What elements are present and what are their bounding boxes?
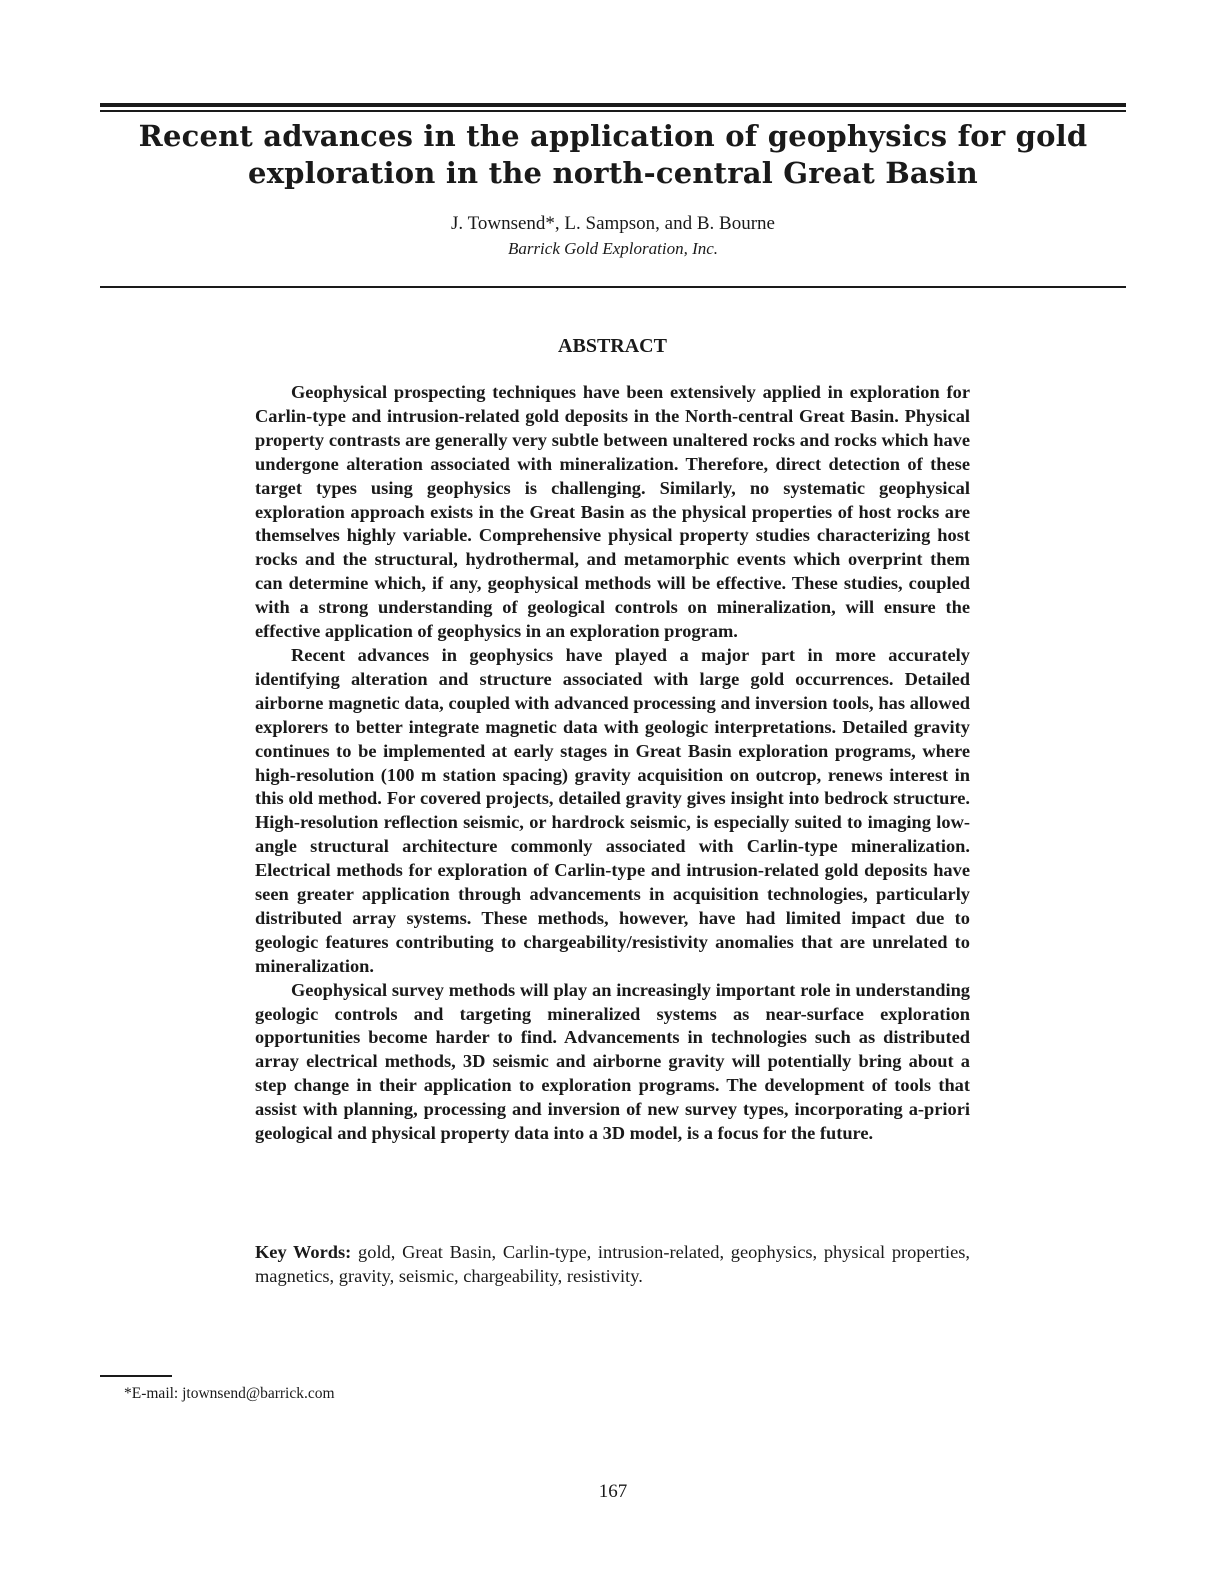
page-number: 167 xyxy=(598,1481,628,1502)
keywords-label: Key Words: xyxy=(255,1242,352,1262)
abstract-paragraph: Geophysical prospecting techniques have been extensively applied in exploration for Carlin-type and intrusion-related gold deposits in the North-central Great Basin. Physical property contrasts are generally very subtle between unaltered rocks and rocks which have undergone alteration associated with mineralization. Therefore, direct detection of these target types using geophysics is challenging. Similarly, no systematic geophysical exploration approach exists in the Great Basin as the physical properties of host rocks are themselves highly variable. Comprehensive physical property studies characterizing host rocks and the structural, hydrothermal, and metamorphic events which overprint them can determine which, if any, geophysical methods will be effective. These studies, coupled with a strong understanding of geological controls on mineralization, will ensure the effective application of geophysics in an exploration program. xyxy=(255,382,970,642)
abstract-paragraph: Recent advances in geophysics have played a major part in more accurately identifying alteration and structure associated with large gold occurrences. Detailed airborne magnetic data, coupled with advanced processing and inversion tools, has allowed explorers to better integrate magnetic data with geologic interpretations. Detailed gravity continues to be implemented at early stages in Great Basin exploration programs, where high-resolution (100 m station spacing) gravity acquisition on outcrop, renews interest in this old method. For covered projects, detailed gravity gives insight into bedrock structure. High-resolution reflection seismic, or hardrock seismic, is especially suited to imaging low-angle structural architecture commonly associated with Carlin-type mineralization. Electrical methods for exploration of Carlin-type and intrusion-related gold deposits have seen greater application through advancements in acquisition technologies, particularly distributed array systems. These methods, however, have had limited impact due to geologic features contributing to chargeability/resistivity anomalies that are unrelated to mineralization. xyxy=(255,644,970,976)
paper-title: Recent advances in the application of geophysics for gold exploration in the north-central Great Basin xyxy=(138,119,1088,190)
affiliation: Barrick Gold Exploration, Inc. xyxy=(507,239,719,258)
abstract-body xyxy=(255,381,970,1146)
title-rule-thin xyxy=(100,110,1126,112)
footnote-rule xyxy=(100,1375,172,1377)
authors: J. Townsend*, L. Sampson, and B. Bourne xyxy=(451,213,775,234)
abstract-paragraph: Geophysical survey methods will play an increasingly important role in understanding geologic controls and targeting mineralized systems as near-surface exploration opportunities become harder to find. Advancements in technologies such as distributed array electrical methods, 3D seismic and airborne gravity will potentially bring about a step change in their application to exploration programs. The development of tools that assist with planning, processing and inversion of new survey types, incorporating a-priori geological and physical property data into a 3D model, is a focus for the future. xyxy=(255,979,970,1144)
abstract-heading: ABSTRACT xyxy=(558,335,667,357)
title-rule-thick xyxy=(100,103,1126,107)
keywords-text: gold, Great Basin, Carlin-type, intrusion-related, geophysics, physical properties, magnetics, gravity, seismic, chargeability, resistivity. xyxy=(255,1242,970,1286)
header-divider xyxy=(100,286,1126,288)
keywords xyxy=(255,1240,970,1288)
footnote: *E-mail: jtownsend@barrick.com xyxy=(124,1385,335,1402)
